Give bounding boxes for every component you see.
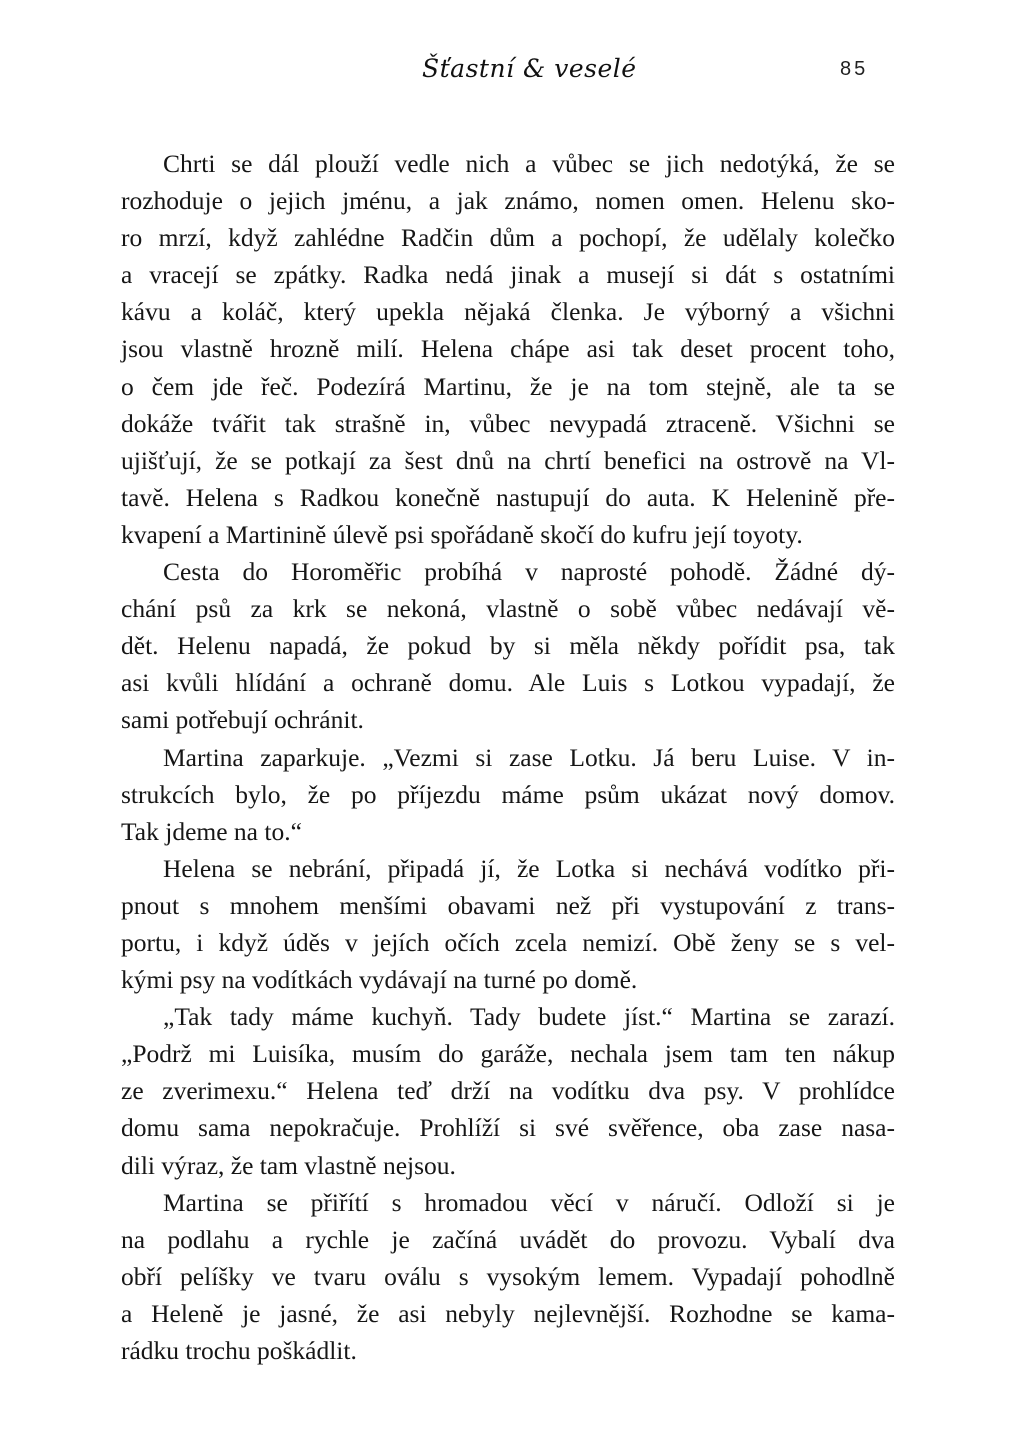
text-line: ujišťují, že se potkají za šest dnů na chrtí benefici na ostrově na Vl- [121, 445, 895, 475]
text-line: domu sama nepokračuje. Prohlíží si své svěřence, oba zase nasa- [121, 1113, 895, 1143]
body-text [121, 145, 895, 1369]
text-line: kávu a koláč, který upekla nějaká členka. Je výborný a všichni [121, 297, 895, 327]
text-line: Chrti se dál plouží vedle nich a vůbec se jich nedotýká, že se [163, 149, 895, 178]
paragraph [121, 145, 895, 553]
text-line: ze zverimexu.“ Helena teď drží na vodítku dva psy. V prohlídce [121, 1076, 895, 1106]
text-line: strukcích bylo, že po příjezdu máme psům ukázat nový domov. [121, 779, 895, 809]
text-line: pnout s mnohem menšími obavami než při vystupování z trans- [121, 890, 895, 920]
text-line: „Podrž mi Luisíka, musím do garáže, nechala jsem tam ten nákup [121, 1039, 895, 1069]
text-line: kvapení a Martinině úlevě psi spořádaně skočí do kufru její toyoty. [121, 519, 803, 549]
text-line: rozhoduje o jejich jménu, a jak známo, nomen omen. Helenu sko- [121, 186, 895, 216]
text-line: Cesta do Horoměřic probíhá v naprosté pohodě. Žádné dý- [163, 557, 895, 587]
text-line: asi kvůli hlídání a ochraně domu. Ale Luis s Lotkou vypadají, že [121, 668, 895, 698]
paragraph [121, 739, 895, 850]
text-line: a Heleně je jasné, že asi nebyly nejlevnější. Rozhodne se kama- [121, 1298, 895, 1328]
running-header [0, 52, 1013, 92]
text-line: portu, i když úděs v jejích očích zcela nemizí. Obě ženy se s vel- [121, 927, 895, 957]
text-line: dět. Helenu napadá, že pokud by si měla někdy pořídit psa, tak [121, 631, 895, 661]
text-line: rádku trochu poškádlit. [121, 1336, 357, 1365]
text-line: chání psů za krk se nekoná, vlastně o sobě vůbec nedávají vě- [121, 594, 895, 624]
text-line: o čem jde řeč. Podezírá Martinu, že je na tom stejně, ale ta se [121, 371, 895, 401]
text-line: jsou vlastně hrozně milí. Helena chápe asi tak deset procent toho, [121, 334, 895, 364]
text-line: tavě. Helena s Radkou konečně nastupují do auta. K Helenině pře- [121, 482, 895, 512]
text-line: kými psy na vodítkách vydávají na turné po domě. [121, 965, 638, 995]
text-line: Helena se nebrání, připadá jí, že Lotka si nechává vodítko při- [163, 853, 895, 883]
page-number: 85 [840, 58, 869, 80]
text-line: obří pelíšky ve tvaru oválu s vysokým lemem. Vypadají pohodlně [121, 1261, 895, 1291]
text-line: a vracejí se zpátky. Radka nedá jinak a musejí si dát s ostatními [121, 260, 895, 290]
text-line: ro mrzí, když zahlédne Radčin dům a pochopí, že udělaly kolečko [121, 223, 895, 253]
text-line: Tak jdeme na to.“ [121, 816, 302, 846]
paragraph [121, 850, 895, 998]
paragraph [121, 553, 895, 738]
text-line: dili výraz, že tam vlastně nejsou. [121, 1150, 456, 1180]
running-title: Šťastní & veselé [422, 54, 637, 83]
text-line: Martina se přiřítí s hromadou věcí v náručí. Odloží si je [163, 1187, 895, 1217]
text-line: „Tak tady máme kuchyň. Tady budete jíst.“ Martina se zarazí. [163, 1002, 895, 1032]
text-line: dokáže tvářit tak strašně in, vůbec nevypadá ztraceně. Všichni se [121, 408, 895, 438]
text-line: na podlahu a rychle je začíná uvádět do provozu. Vybalí dva [121, 1224, 895, 1254]
text-line: Martina zaparkuje. „Vezmi si zase Lotku. Já beru Luise. V in- [163, 742, 895, 772]
text-line: sami potřebují ochránit. [121, 705, 364, 735]
paragraph [121, 1184, 895, 1369]
paragraph [121, 998, 895, 1183]
